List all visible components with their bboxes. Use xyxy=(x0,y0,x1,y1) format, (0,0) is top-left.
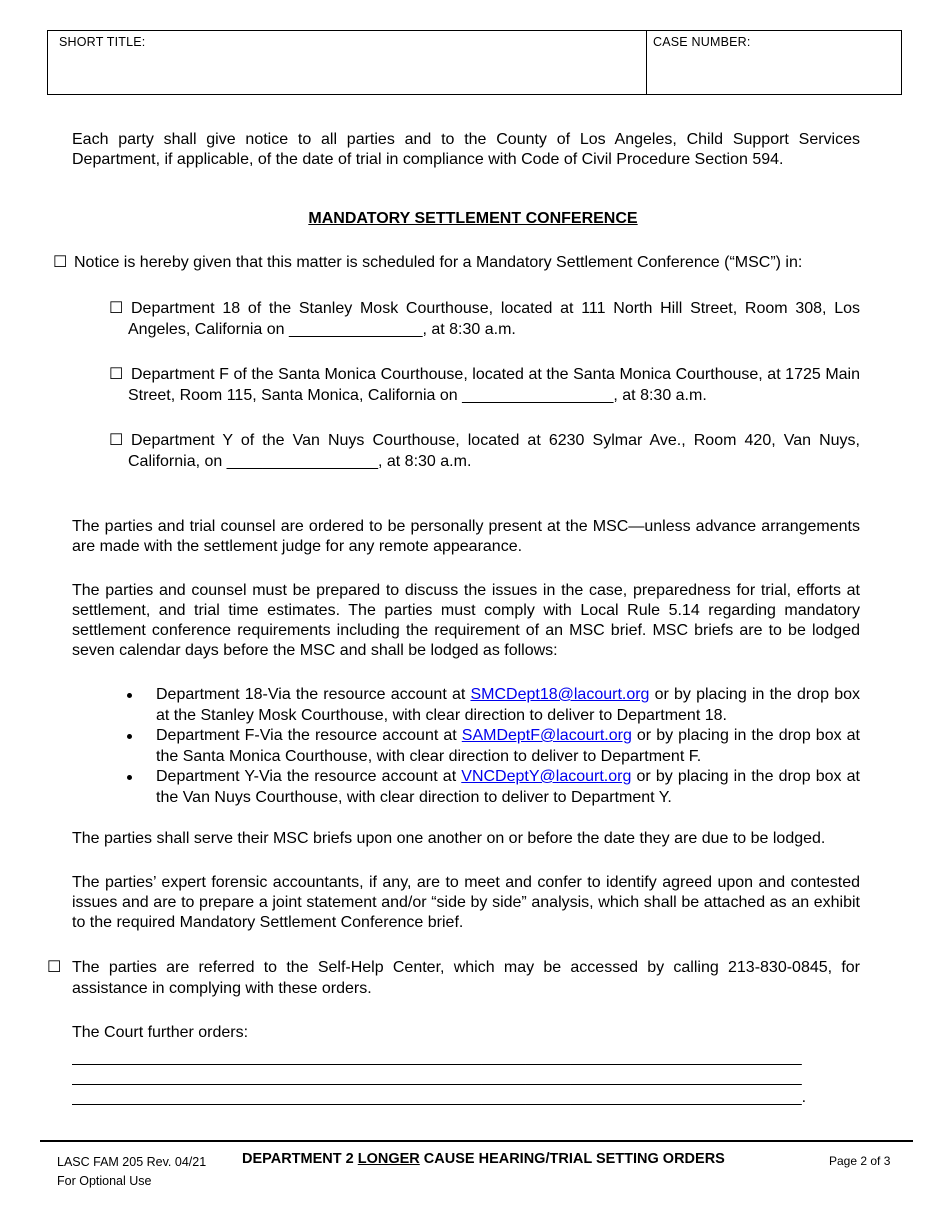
department-y-date-blank[interactable]: _________________ xyxy=(226,452,378,470)
accountants-paragraph: The parties’ expert forensic accountants, if any, are to meet and confer to identify agreed upon and contested issues and are to prepare a joint statement and/or “side by side” analysis, which shall be attached as an exhibit to the required Mandatory Settlement Conference brief. xyxy=(72,874,860,931)
department-18-text: Department 18 of the Stanley Mosk Courthouse, located at 111 North Hill Street, Room 308, Los Angeles, California on _______________, at 8:30 a.m. xyxy=(128,300,860,338)
department-f-date-blank[interactable]: _________________ xyxy=(462,386,614,404)
further-orders-line[interactable]: __________________________________________________________________________________ xyxy=(72,1069,802,1086)
serve-paragraph: The parties shall serve their MSC briefs upon one another on or before the date they are due to be lodged. xyxy=(72,830,826,847)
msc-notice-item xyxy=(53,253,863,274)
presence-paragraph: The parties and trial counsel are ordered to be personally present at the MSC—unless advance arrangements are made with the settlement judge for any remote appearance. xyxy=(72,518,860,555)
msc-notice-checkbox[interactable]: ☐ xyxy=(53,254,68,271)
department-f-checkbox[interactable]: ☐ xyxy=(109,366,124,383)
self-help-checkbox[interactable]: ☐ xyxy=(47,959,62,976)
email-link-vncdepty[interactable]: VNCDeptY@lacourt.org xyxy=(461,768,632,785)
further-orders-line[interactable]: __________________________________________________________________________________ xyxy=(72,1049,802,1066)
bullet-dot xyxy=(127,775,132,780)
caption-box xyxy=(47,30,902,95)
department-y-checkbox[interactable]: ☐ xyxy=(109,432,124,449)
footer-rule xyxy=(40,1140,913,1142)
footer-page-number: Page 2 of 3 xyxy=(829,1154,891,1168)
short-title-label: SHORT TITLE: xyxy=(59,35,146,49)
email-link-smcdept18[interactable]: SMCDept18@lacourt.org xyxy=(470,686,650,703)
footer-form-id: LASC FAM 205 Rev. 04/21 xyxy=(57,1155,207,1169)
department-18-item xyxy=(109,299,860,340)
lodging-item-dept-18: Department 18-Via the resource account at SMCDept18@lacourt.org or by placing in the drop box at the Stanley Mosk Courthouse, with clear direction to deliver to Department 18. xyxy=(127,685,860,726)
lodging-item-dept-y: Department Y-Via the resource account at VNCDeptY@lacourt.org or by placing in the drop box at the Van Nuys Courthouse, with clear direction to deliver to Department Y. xyxy=(127,767,860,808)
further-orders-line[interactable]: __________________________________________________________________________________. xyxy=(72,1089,807,1106)
self-help-text: The parties are referred to the Self-Help Center, which may be accessed by calling 213-830-0845, for assistance in complying with these orders. xyxy=(72,959,860,997)
footer-optional-use: For Optional Use xyxy=(57,1174,152,1188)
msc-heading: MANDATORY SETTLEMENT CONFERENCE xyxy=(308,210,638,227)
trial-notice-paragraph: Each party shall give notice to all parties and to the County of Los Angeles, Child Support Services Department, if applicable, of the date of trial in compliance with Code of Civil Procedure Section 594. xyxy=(72,131,860,168)
department-18-date-blank[interactable]: _______________ xyxy=(288,320,423,338)
department-f-text: Department F of the Santa Monica Courthouse, located at the Santa Monica Courthouse, at 1725 Main Street, Room 115, Santa Monica, California on _________________, at 8:30 a.m. xyxy=(128,366,860,404)
footer-title: DEPARTMENT 2 LONGER CAUSE HEARING/TRIAL SETTING ORDERS xyxy=(242,1151,725,1167)
self-help-item xyxy=(47,958,860,999)
bullet-dot xyxy=(127,693,132,698)
department-y-item xyxy=(109,431,860,472)
caption-divider xyxy=(646,31,647,94)
case-number-label: CASE NUMBER: xyxy=(653,35,751,49)
email-link-samdeptf[interactable]: SAMDeptF@lacourt.org xyxy=(461,727,632,744)
msc-notice-text: Notice is hereby given that this matter is scheduled for a Mandatory Settlement Conference (“MSC”) in: xyxy=(74,254,803,271)
lodging-item-dept-f: Department F-Via the resource account at SAMDeptF@lacourt.org or by placing in the drop box at the Santa Monica Courthouse, with clear direction to deliver to Department F. xyxy=(127,726,860,767)
bullet-dot xyxy=(127,734,132,739)
department-18-checkbox[interactable]: ☐ xyxy=(109,300,124,317)
department-y-text: Department Y of the Van Nuys Courthouse, located at 6230 Sylmar Ave., Room 420, Van Nuys, California, on _________________, at 8:30 a.m. xyxy=(128,432,860,470)
preparation-paragraph: The parties and counsel must be prepared to discuss the issues in the case, preparedness for trial, efforts at settlement, and trial time estimates. The parties must comply with Local Rule 5.14 regarding mandatory settlement conference requirements including the requirement of an MSC brief. MSC briefs are to be lodged seven calendar days before the MSC and shall be lodged as follows: xyxy=(72,582,860,659)
department-f-item xyxy=(109,365,860,406)
further-orders-label: The Court further orders: xyxy=(72,1024,249,1041)
footer-form-info xyxy=(57,1153,206,1191)
lodging-list xyxy=(127,685,860,808)
